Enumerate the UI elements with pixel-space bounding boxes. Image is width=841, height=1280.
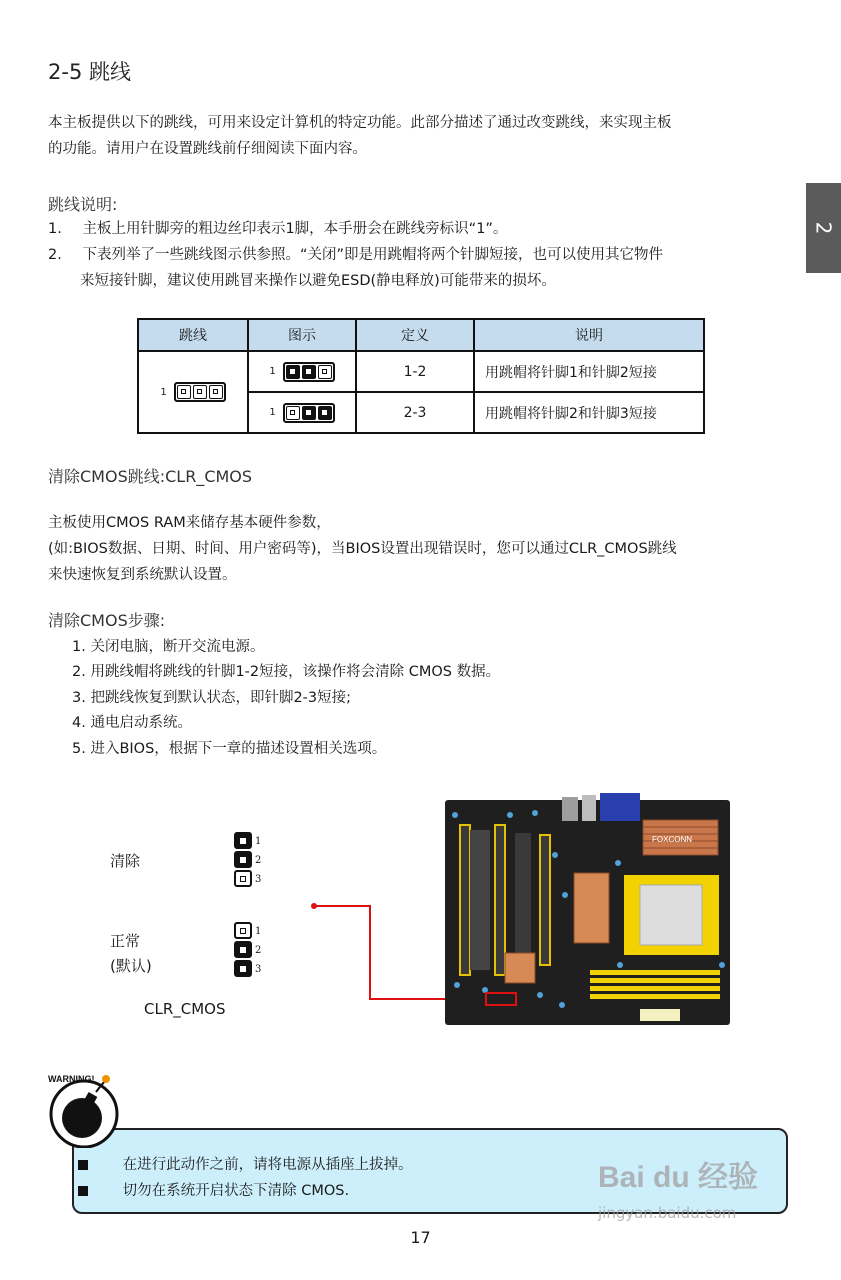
- motherboard-illustration: [300, 785, 740, 1030]
- page-number: 17: [410, 1228, 431, 1247]
- note-number: 1.: [48, 221, 62, 237]
- jumper-note-2: [48, 242, 663, 268]
- jumper-note-1: [48, 216, 507, 242]
- chapter-tab: 2: [806, 183, 841, 273]
- step-item: 2. 用跳线帽将跳线的针脚1-2短接，该操作将会清除 CMOS 数据。: [72, 664, 501, 680]
- jumper-clear-icon: 1 2 3: [234, 832, 261, 889]
- step-item: 3. 把跳线恢复到默认状态，即针脚2-3短接;: [72, 690, 352, 706]
- bomb-warning-icon: [42, 1066, 132, 1148]
- clear-label: 清除: [110, 852, 141, 870]
- default-label: (默认): [110, 957, 152, 975]
- warning-badge: WARNING!: [48, 1074, 95, 1084]
- section-heading: 2-5 跳线: [48, 60, 131, 84]
- bullet-icon: [78, 1160, 88, 1170]
- steps-title: 清除CMOS步骤:: [48, 611, 166, 630]
- table-row: [138, 351, 704, 392]
- header-description: 说明: [474, 319, 704, 351]
- board-brand-label: FOXCONN: [652, 835, 692, 844]
- clr-cmos-desc: [48, 510, 798, 588]
- jumper-generic-icon: 1: [160, 382, 225, 402]
- note-text: 主板上用针脚旁的粗边丝印表示1脚，本手册会在跳线旁标识“1”。: [82, 221, 508, 237]
- step-item: 4. 通电启动系统。: [72, 715, 192, 731]
- desc-line: 主板使用CMOS RAM来储存基本硬件参数，: [48, 515, 331, 531]
- header-illustration: 图示: [248, 319, 356, 351]
- jumper-closed-2-3-icon: 1: [269, 403, 334, 423]
- description-cell: 用跳帽将针脚2和针脚3短接: [474, 392, 704, 433]
- jumper-normal-icon: 1 2 3: [234, 922, 261, 979]
- jumper-generic-cell: [138, 351, 248, 433]
- definition-cell: 1-2: [356, 351, 474, 392]
- bullet-icon: [78, 1186, 88, 1196]
- table-header-row: [138, 319, 704, 351]
- definition-cell: 2-3: [356, 392, 474, 433]
- header-definition: 定义: [356, 319, 474, 351]
- note-text: 下表列举了一些跳线图示供参照。“关闭”即是用跳帽将两个针脚短接，也可以使用其它物件: [82, 247, 663, 263]
- jumper-1-2-cell: [248, 351, 356, 392]
- desc-line: (如:BIOS数据、日期、时间、用户密码等)，当BIOS设置出现错误时，您可以通过CLR_CMOS跳线: [48, 541, 677, 557]
- note-number: 2.: [48, 247, 62, 263]
- warning-item: 在进行此动作之前，请将电源从插座上拔掉。: [78, 1153, 413, 1174]
- clr-cmos-caption: CLR_CMOS: [144, 1000, 226, 1018]
- intro-line: 的功能。请用户在设置跳线前仔细阅读下面内容。: [48, 141, 367, 157]
- note-text-continued: 来短接针脚，建议使用跳冒来操作以避免ESD(静电释放)可能带来的损坏。: [80, 273, 556, 289]
- intro-line: 本主板提供以下的跳线，可用来设定计算机的特定功能。此部分描述了通过改变跳线，来实现主板: [48, 115, 672, 131]
- intro-paragraph: [48, 110, 798, 162]
- baidu-watermark: Bai du 经验 jingyan.baidu.com: [598, 1161, 759, 1222]
- step-item: 1. 关闭电脑，断开交流电源。: [72, 639, 265, 655]
- jumper-closed-1-2-icon: 1: [269, 362, 334, 382]
- normal-label: 正常: [110, 932, 141, 950]
- step-item: 5. 进入BIOS，根据下一章的描述设置相关选项。: [72, 741, 387, 757]
- desc-line: 来快速恢复到系统默认设置。: [48, 567, 237, 583]
- description-cell: 用跳帽将针脚1和针脚2短接: [474, 351, 704, 392]
- jumper-notes-title: 跳线说明:: [48, 195, 118, 214]
- jumper-table: [137, 318, 705, 434]
- warning-item: 切勿在系统开启状态下清除 CMOS.: [78, 1179, 349, 1200]
- header-jumper: 跳线: [138, 319, 248, 351]
- clr-cmos-title: 清除CMOS跳线:CLR_CMOS: [48, 467, 253, 486]
- jumper-2-3-cell: [248, 392, 356, 433]
